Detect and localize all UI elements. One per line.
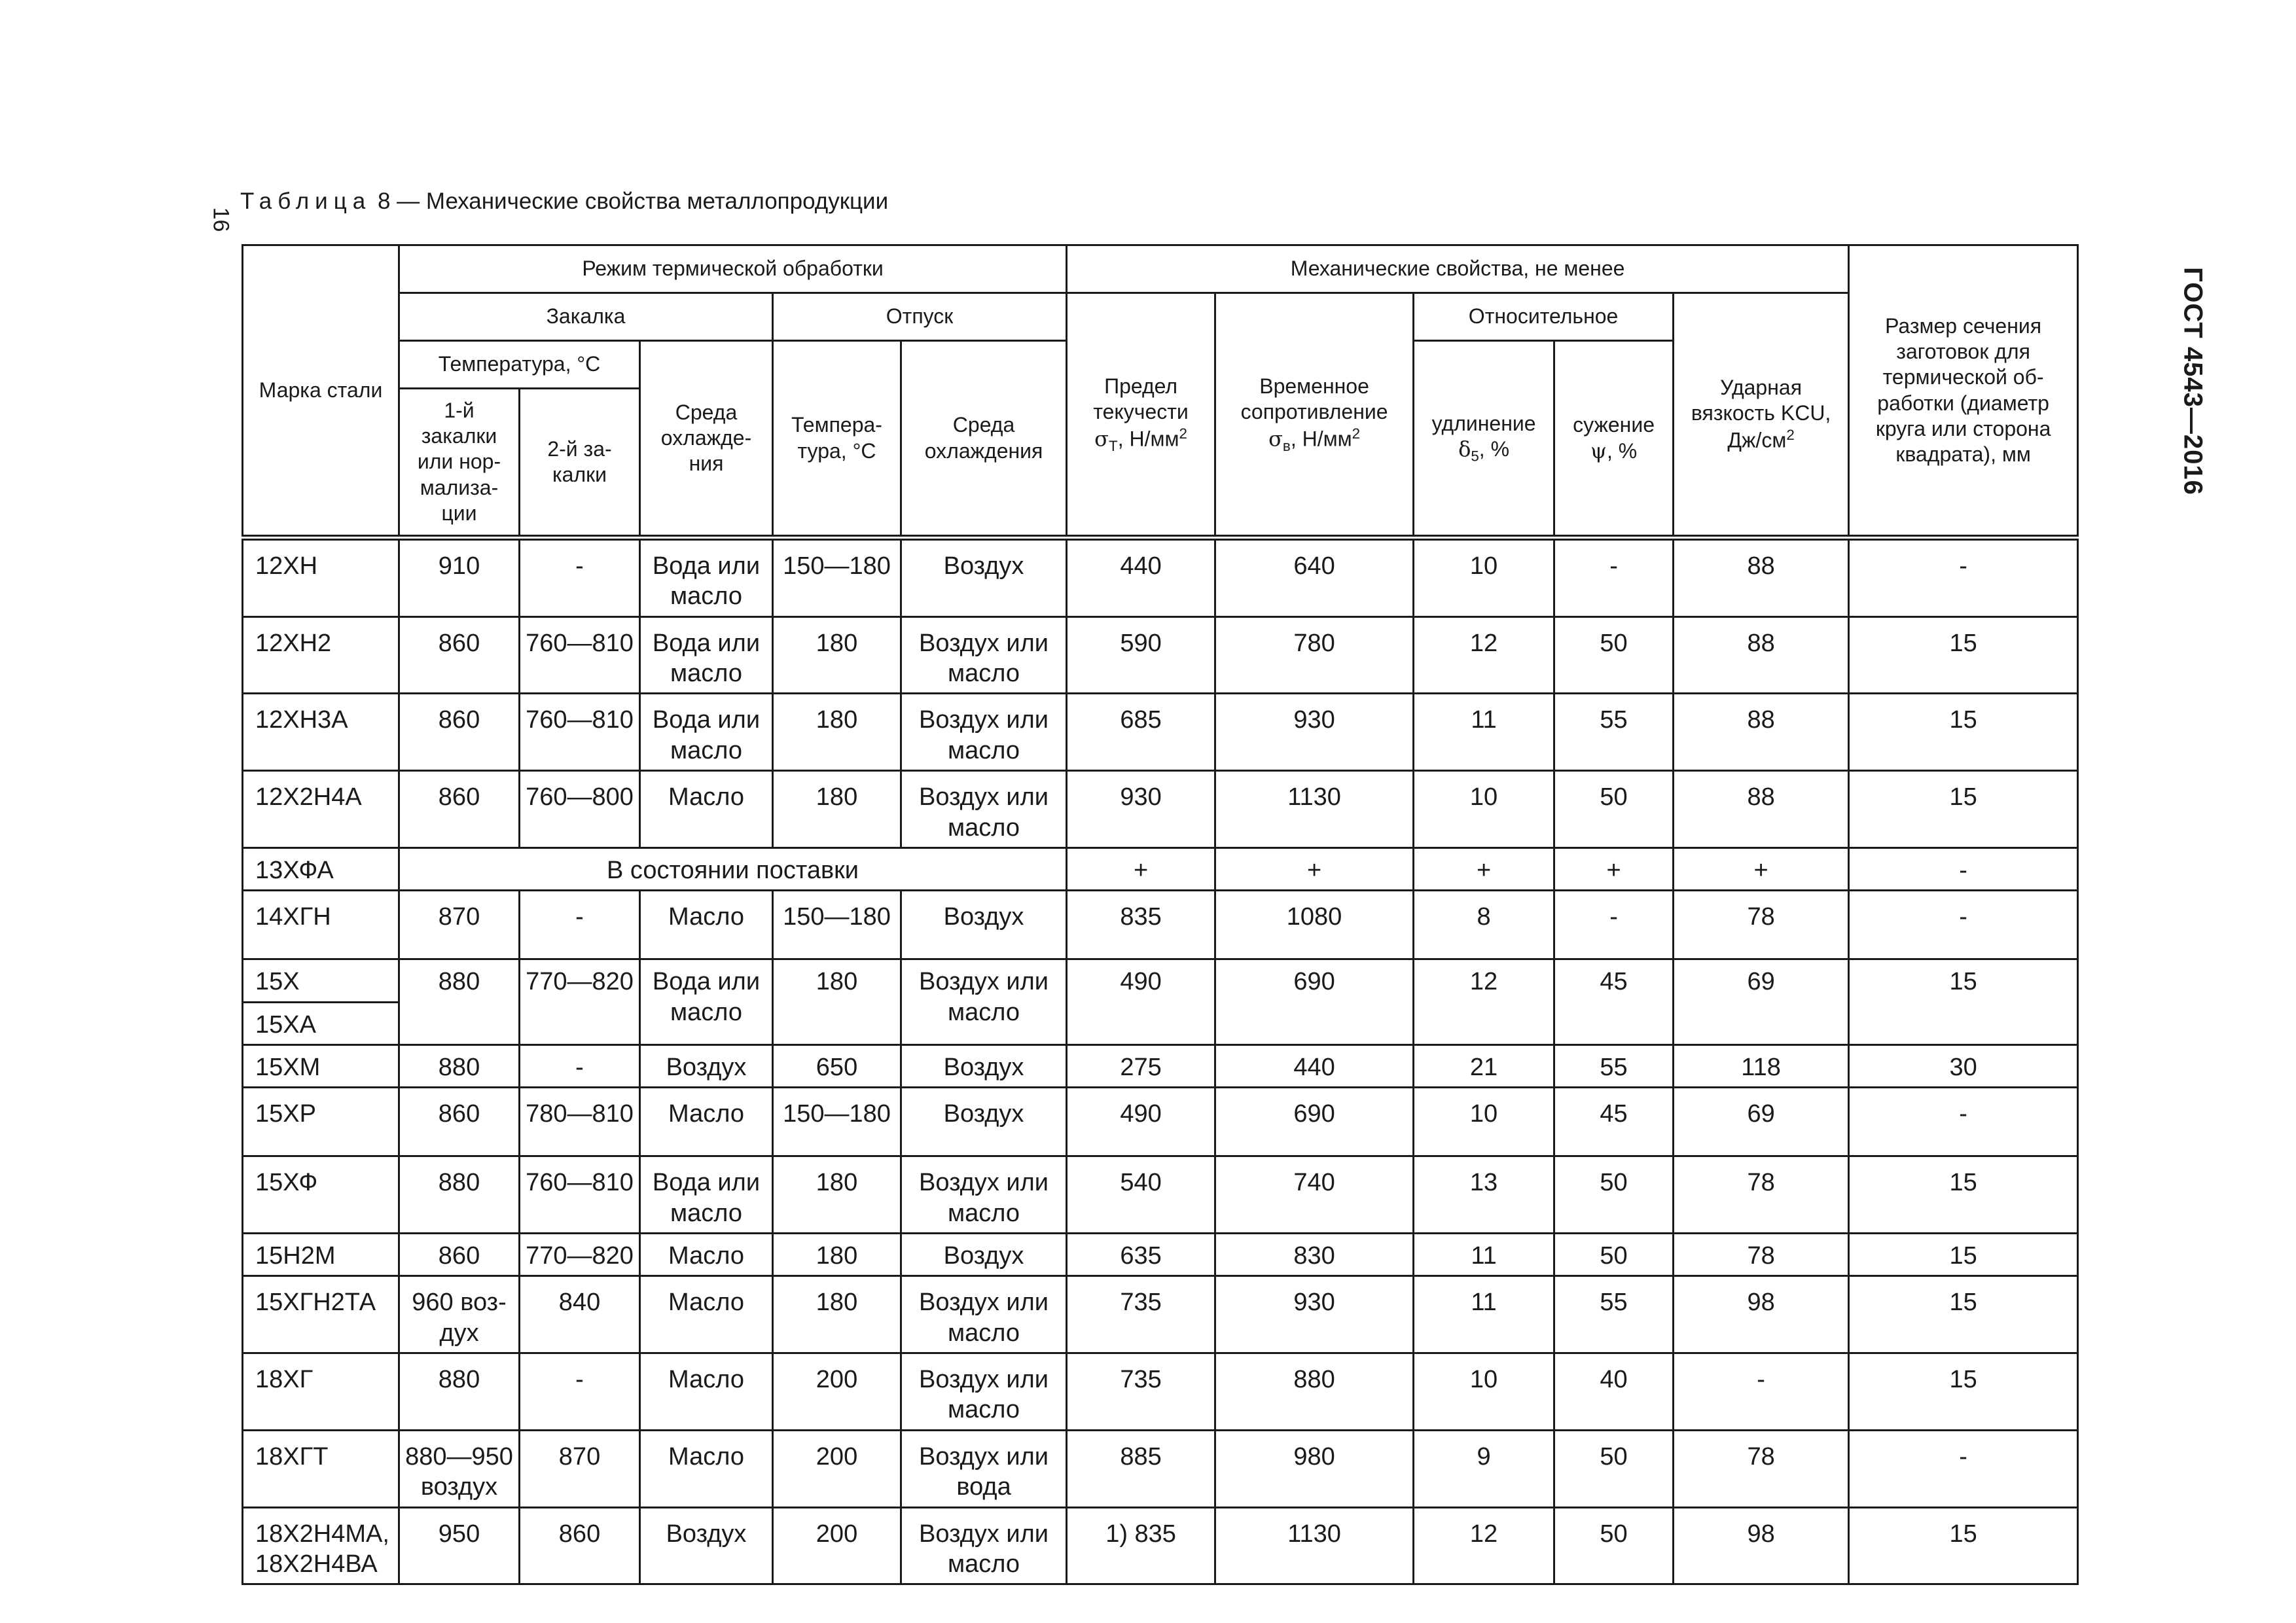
cell-yield-strength: 275: [1067, 1044, 1215, 1087]
cell-first-quench: 950: [399, 1507, 520, 1584]
cell-section-size: 15: [1849, 1353, 2078, 1431]
cell-second-quench: -: [520, 538, 640, 617]
cell-second-quench: -: [520, 891, 640, 959]
cell-elongation: 10: [1414, 1353, 1554, 1431]
cell-tensile-strength: 690: [1215, 1088, 1414, 1156]
caption-title: — Механические свойства металлопродукции: [397, 188, 889, 214]
header-temper-medium: Среда охлаждения: [901, 341, 1067, 538]
cell-quench-medium: Воздух: [640, 1507, 773, 1584]
cell-contraction: 45: [1554, 1088, 1674, 1156]
cell-first-quench: 880: [399, 959, 520, 1045]
cell-grade: 18ХГТ: [243, 1430, 399, 1507]
cell-impact-strength: -: [1674, 1353, 1849, 1431]
table-row: [243, 1353, 2078, 1431]
cell-contraction: 50: [1554, 1156, 1674, 1234]
cell-impact-strength: +: [1674, 847, 1849, 890]
cell-grade: 13ХФА: [243, 847, 399, 890]
mechanical-properties-table: [242, 244, 2079, 1585]
header-heat-treatment-mode: Режим термической обработки: [399, 245, 1067, 293]
table-row: [243, 1156, 2078, 1234]
cell-contraction: 45: [1554, 959, 1674, 1045]
table-row: [243, 538, 2078, 617]
cell-second-quench: -: [520, 1044, 640, 1087]
cell-contraction: 50: [1554, 616, 1674, 694]
cell-temper-medium: Воздух: [901, 1088, 1067, 1156]
cell-quench-medium: Вода или масло: [640, 538, 773, 617]
cell-temper-medium: Воздух: [901, 538, 1067, 617]
cell-tensile-strength: 830: [1215, 1234, 1414, 1276]
cell-tensile-strength: 980: [1215, 1430, 1414, 1507]
cell-impact-strength: 88: [1674, 694, 1849, 771]
cell-impact-strength: 69: [1674, 1088, 1849, 1156]
header-temper-temperature: Темпера-тура, °С: [773, 341, 901, 538]
cell-quench-medium: Масло: [640, 1353, 773, 1431]
cell-temper-medium: Воздух или масло: [901, 1276, 1067, 1353]
cell-quench-medium: Воздух: [640, 1044, 773, 1087]
tensile-strength-label: Временное сопротивление: [1240, 374, 1388, 423]
table-row: [243, 694, 2078, 771]
yield-strength-unit: , Н/мм: [1117, 427, 1179, 451]
cell-section-size: -: [1849, 538, 2078, 617]
cell-second-quench: 770—820: [520, 959, 640, 1045]
cell-first-quench: 910: [399, 538, 520, 617]
table-row: [243, 1088, 2078, 1156]
cell-temper-temperature: 180: [773, 616, 901, 694]
cell-elongation: 21: [1414, 1044, 1554, 1087]
cell-section-size: -: [1849, 891, 2078, 959]
cell-temper-temperature: 180: [773, 694, 901, 771]
table-body: [243, 538, 2078, 1584]
cell-section-size: 15: [1849, 1507, 2078, 1584]
cell-section-size: 15: [1849, 694, 2078, 771]
cell-section-size: -: [1849, 847, 2078, 890]
cell-impact-strength: 88: [1674, 771, 1849, 848]
cell-second-quench: 760—810: [520, 694, 640, 771]
cell-contraction: -: [1554, 891, 1674, 959]
cell-grade: 18Х2Н4МА, 18Х2Н4ВА: [243, 1507, 399, 1584]
cell-temper-temperature: 150—180: [773, 891, 901, 959]
cell-section-size: 15: [1849, 1234, 2078, 1276]
tensile-strength-exponent: 2: [1352, 425, 1361, 442]
cell-temper-temperature: 180: [773, 771, 901, 848]
cell-quench-medium: Масло: [640, 1234, 773, 1276]
cell-tensile-strength: 690: [1215, 959, 1414, 1045]
document-code: ГОСТ 4543—2016: [2178, 267, 2208, 495]
cell-impact-strength: 78: [1674, 1430, 1849, 1507]
cell-grade: 14ХГН: [243, 891, 399, 959]
cell-first-quench: 860: [399, 1234, 520, 1276]
cell-impact-strength: 98: [1674, 1507, 1849, 1584]
cell-quench-medium: Масло: [640, 1088, 773, 1156]
header-relative: Относительное: [1414, 293, 1674, 341]
cell-contraction: 40: [1554, 1353, 1674, 1431]
cell-temper-temperature: 200: [773, 1353, 901, 1431]
cell-quench-medium: Вода или масло: [640, 1156, 773, 1234]
cell-elongation: 10: [1414, 1088, 1554, 1156]
table-row: [243, 1234, 2078, 1276]
cell-temper-temperature: 200: [773, 1430, 901, 1507]
cell-contraction: 50: [1554, 1234, 1674, 1276]
header-grade: Марка стали: [243, 245, 399, 538]
cell-yield-strength: 635: [1067, 1234, 1215, 1276]
cell-grade: 15ХФ: [243, 1156, 399, 1234]
cell-temper-temperature: 180: [773, 1276, 901, 1353]
cell-elongation: 11: [1414, 1276, 1554, 1353]
header-contraction: [1554, 341, 1674, 538]
header-elongation: [1414, 341, 1554, 538]
tensile-strength-symbol: σ: [1268, 426, 1283, 452]
cell-elongation: 12: [1414, 1507, 1554, 1584]
cell-first-quench: 880—950 воздух: [399, 1430, 520, 1507]
cell-temper-medium: Воздух или масло: [901, 959, 1067, 1045]
contraction-label: сужение: [1573, 413, 1655, 437]
cell-elongation: 11: [1414, 694, 1554, 771]
cell-first-quench: 880: [399, 1044, 520, 1087]
cell-tensile-strength: +: [1215, 847, 1414, 890]
table-row: [243, 891, 2078, 959]
cell-impact-strength: 78: [1674, 1156, 1849, 1234]
cell-grade: 12ХН2: [243, 616, 399, 694]
caption-number: 8: [377, 188, 391, 214]
cell-grade: 15ХР: [243, 1088, 399, 1156]
cell-contraction: 50: [1554, 1430, 1674, 1507]
cell-tensile-strength: 1080: [1215, 891, 1414, 959]
header-yield-strength: [1067, 293, 1215, 538]
cell-temper-medium: Воздух: [901, 1234, 1067, 1276]
impact-strength-exponent: 2: [1786, 427, 1795, 444]
cell-yield-strength: 735: [1067, 1353, 1215, 1431]
cell-first-quench: 860: [399, 694, 520, 771]
cell-grade: 12ХН3А: [243, 694, 399, 771]
header-second-quench: 2-й за-калки: [520, 389, 640, 538]
header-tempering: Отпуск: [773, 293, 1067, 341]
cell-tensile-strength: 880: [1215, 1353, 1414, 1431]
cell-yield-strength: 440: [1067, 538, 1215, 617]
impact-strength-label: Ударная вязкость KCU, Дж/см: [1691, 376, 1831, 452]
cell-first-quench: 880: [399, 1156, 520, 1234]
cell-first-quench: 860: [399, 616, 520, 694]
header-quench-medium: Среда охлажде-ния: [640, 341, 773, 538]
cell-second-quench: 780—810: [520, 1088, 640, 1156]
table-row: [243, 1507, 2078, 1584]
cell-second-quench: 860: [520, 1507, 640, 1584]
cell-section-size: 15: [1849, 616, 2078, 694]
cell-quench-medium: Вода или масло: [640, 694, 773, 771]
elongation-subscript: 5: [1471, 448, 1479, 465]
cell-second-quench: 770—820: [520, 1234, 640, 1276]
cell-quench-medium: Масло: [640, 771, 773, 848]
tensile-strength-unit: , Н/мм: [1290, 427, 1352, 451]
cell-section-size: -: [1849, 1088, 2078, 1156]
cell-temper-medium: Воздух или масло: [901, 616, 1067, 694]
table-row: [243, 847, 2078, 890]
cell-first-quench: 880: [399, 1353, 520, 1431]
cell-elongation: 12: [1414, 959, 1554, 1045]
cell-temper-temperature: 150—180: [773, 1088, 901, 1156]
cell-quench-medium: Вода или масло: [640, 616, 773, 694]
yield-strength-subscript: Т: [1109, 437, 1118, 454]
caption-label: Таблица: [240, 188, 372, 214]
table-header: [243, 245, 2078, 538]
cell-grade: 15ХМ: [243, 1044, 399, 1087]
cell-contraction: -: [1554, 538, 1674, 617]
header-first-quench: 1-й закалки или нор-мализа-ции: [399, 389, 520, 538]
cell-grade: 12ХН: [243, 538, 399, 617]
cell-contraction: 50: [1554, 771, 1674, 848]
cell-quench-medium: Масло: [640, 1430, 773, 1507]
cell-tensile-strength: 440: [1215, 1044, 1414, 1087]
cell-elongation: 12: [1414, 616, 1554, 694]
header-tensile-strength: [1215, 293, 1414, 538]
table-row: [243, 959, 2078, 1002]
cell-tensile-strength: 1130: [1215, 771, 1414, 848]
cell-supply-condition: В состоянии поставки: [399, 847, 1067, 890]
cell-yield-strength: +: [1067, 847, 1215, 890]
cell-temper-medium: Воздух или масло: [901, 1507, 1067, 1584]
cell-yield-strength: 735: [1067, 1276, 1215, 1353]
cell-yield-strength: 930: [1067, 771, 1215, 848]
cell-temper-medium: Воздух или масло: [901, 1156, 1067, 1234]
cell-elongation: 10: [1414, 771, 1554, 848]
cell-impact-strength: 88: [1674, 538, 1849, 617]
table-row: [243, 771, 2078, 848]
cell-quench-medium: Масло: [640, 1276, 773, 1353]
cell-section-size: 15: [1849, 771, 2078, 848]
cell-yield-strength: 490: [1067, 959, 1215, 1045]
contraction-symbol: ψ: [1590, 438, 1607, 463]
cell-yield-strength: 1) 835: [1067, 1507, 1215, 1584]
cell-yield-strength: 685: [1067, 694, 1215, 771]
cell-impact-strength: 69: [1674, 959, 1849, 1045]
cell-second-quench: 760—800: [520, 771, 640, 848]
cell-second-quench: 760—810: [520, 1156, 640, 1234]
cell-section-size: 15: [1849, 1156, 2078, 1234]
cell-tensile-strength: 930: [1215, 1276, 1414, 1353]
cell-temper-temperature: 150—180: [773, 538, 901, 617]
cell-section-size: 30: [1849, 1044, 2078, 1087]
cell-grade: 18ХГ: [243, 1353, 399, 1431]
cell-elongation: 9: [1414, 1430, 1554, 1507]
cell-yield-strength: 590: [1067, 616, 1215, 694]
cell-impact-strength: 88: [1674, 616, 1849, 694]
cell-temper-medium: Воздух или масло: [901, 694, 1067, 771]
cell-elongation: +: [1414, 847, 1554, 890]
cell-grade: 15ХА: [243, 1002, 399, 1044]
table-row: [243, 1044, 2078, 1087]
cell-impact-strength: 118: [1674, 1044, 1849, 1087]
cell-first-quench: 960 воз-дух: [399, 1276, 520, 1353]
cell-quench-medium: Масло: [640, 891, 773, 959]
cell-section-size: 15: [1849, 1276, 2078, 1353]
cell-yield-strength: 835: [1067, 891, 1215, 959]
cell-temper-temperature: 180: [773, 1234, 901, 1276]
cell-temper-medium: Воздух: [901, 1044, 1067, 1087]
header-section-size: Размер сечения заготовок для термической об-работки (диаметр круга или сторона квадрата), мм: [1849, 245, 2078, 538]
yield-strength-label: Предел текучести: [1093, 374, 1189, 423]
cell-tensile-strength: 640: [1215, 538, 1414, 617]
cell-grade: 15Х: [243, 959, 399, 1002]
table-caption: [240, 188, 888, 215]
yield-strength-symbol: σ: [1094, 426, 1109, 452]
cell-impact-strength: 78: [1674, 891, 1849, 959]
cell-contraction: +: [1554, 847, 1674, 890]
elongation-label: удлинение: [1431, 412, 1536, 436]
cell-grade: 12Х2Н4А: [243, 771, 399, 848]
cell-grade: 15Н2М: [243, 1234, 399, 1276]
cell-elongation: 13: [1414, 1156, 1554, 1234]
cell-tensile-strength: 1130: [1215, 1507, 1414, 1584]
header-mechanical-properties: Механические свойства, не менее: [1067, 245, 1849, 293]
cell-impact-strength: 98: [1674, 1276, 1849, 1353]
cell-tensile-strength: 930: [1215, 694, 1414, 771]
cell-second-quench: 870: [520, 1430, 640, 1507]
elongation-symbol: δ: [1458, 437, 1471, 462]
cell-elongation: 11: [1414, 1234, 1554, 1276]
cell-second-quench: 840: [520, 1276, 640, 1353]
cell-temper-medium: Воздух или вода: [901, 1430, 1067, 1507]
cell-contraction: 55: [1554, 1276, 1674, 1353]
cell-second-quench: 760—810: [520, 616, 640, 694]
cell-first-quench: 860: [399, 771, 520, 848]
cell-section-size: 15: [1849, 959, 2078, 1045]
header-temperature: Температура, °С: [399, 341, 640, 389]
cell-temper-temperature: 180: [773, 1156, 901, 1234]
cell-temper-medium: Воздух или масло: [901, 1353, 1067, 1431]
cell-yield-strength: 540: [1067, 1156, 1215, 1234]
cell-yield-strength: 885: [1067, 1430, 1215, 1507]
elongation-unit: , %: [1479, 437, 1510, 461]
cell-temper-temperature: 650: [773, 1044, 901, 1087]
cell-quench-medium: Вода или масло: [640, 959, 773, 1045]
cell-temper-temperature: 180: [773, 959, 901, 1045]
cell-elongation: 10: [1414, 538, 1554, 617]
table-row: [243, 1430, 2078, 1507]
contraction-unit: , %: [1606, 438, 1638, 463]
header-impact-strength: [1674, 293, 1849, 538]
cell-grade: 15ХГН2ТА: [243, 1276, 399, 1353]
cell-contraction: 55: [1554, 1044, 1674, 1087]
cell-temper-temperature: 200: [773, 1507, 901, 1584]
cell-temper-medium: Воздух или масло: [901, 771, 1067, 848]
table-row: [243, 616, 2078, 694]
cell-temper-medium: Воздух: [901, 891, 1067, 959]
cell-yield-strength: 490: [1067, 1088, 1215, 1156]
cell-elongation: 8: [1414, 891, 1554, 959]
page-number: 16: [208, 207, 234, 232]
tensile-strength-subscript: в: [1282, 437, 1291, 454]
cell-section-size: -: [1849, 1430, 2078, 1507]
cell-tensile-strength: 740: [1215, 1156, 1414, 1234]
cell-contraction: 55: [1554, 694, 1674, 771]
yield-strength-exponent: 2: [1179, 425, 1187, 442]
cell-impact-strength: 78: [1674, 1234, 1849, 1276]
cell-second-quench: -: [520, 1353, 640, 1431]
cell-tensile-strength: 780: [1215, 616, 1414, 694]
header-quench: Закалка: [399, 293, 773, 341]
cell-contraction: 50: [1554, 1507, 1674, 1584]
cell-first-quench: 860: [399, 1088, 520, 1156]
table-row: [243, 1276, 2078, 1353]
cell-first-quench: 870: [399, 891, 520, 959]
